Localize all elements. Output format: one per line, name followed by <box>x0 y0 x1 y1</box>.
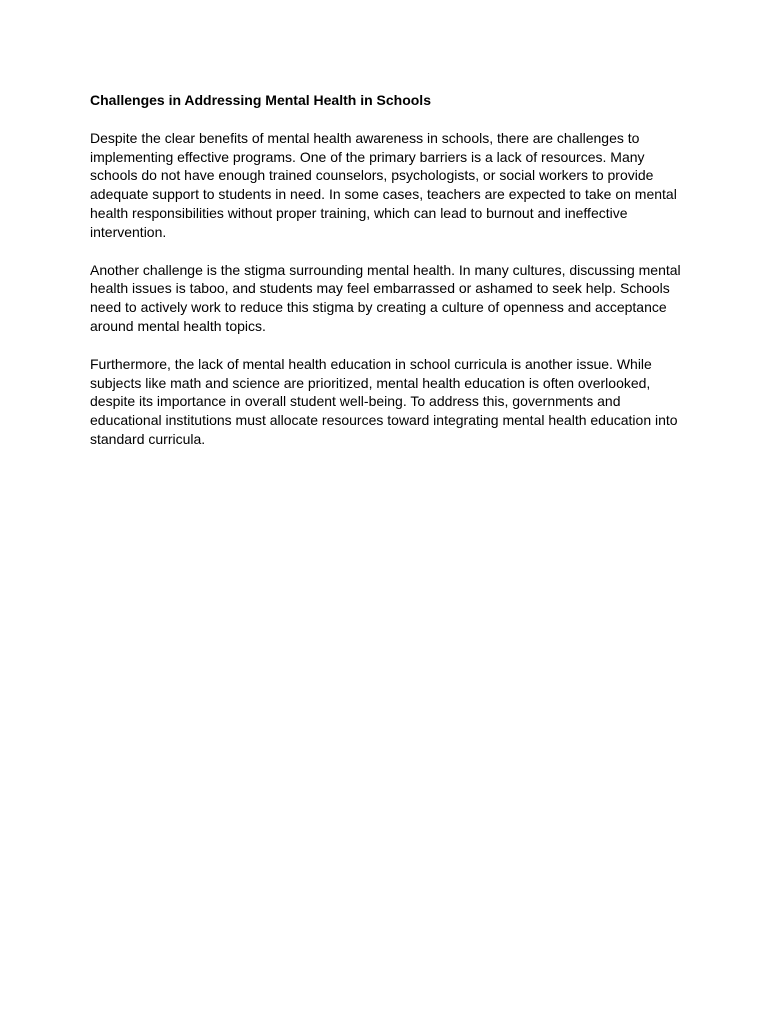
paragraph-resources: Despite the clear benefits of mental health awareness in schools, there are challenges to implementing effective programs. One of the primary barriers is a lack of resources. Many schools do not have enough trained counselors, psychologists, or social workers to provide adequate support to students in need. In some cases, teachers are expected to take on mental health responsibilities without proper training, which can lead to burnout and ineffective intervention. <box>90 129 677 240</box>
paragraph-curricula: Furthermore, the lack of mental health education in school curricula is another issue. While subjects like math and science are prioritized, mental health education is often overlooked, despite its importance in overall student well-being. To address this, governments and educational institutions must allocate resources toward integrating mental health education into standard curricula. <box>90 355 678 447</box>
document-title: Challenges in Addressing Mental Health in Schools <box>90 92 431 108</box>
document-body <box>90 91 686 468</box>
paragraph-stigma: Another challenge is the stigma surrounding mental health. In many cultures, discussing mental health issues is taboo, and students may feel embarrassed or ashamed to seek help. Schools need to actively work to reduce this stigma by creating a culture of openness and acceptance around mental health topics. <box>90 261 681 334</box>
